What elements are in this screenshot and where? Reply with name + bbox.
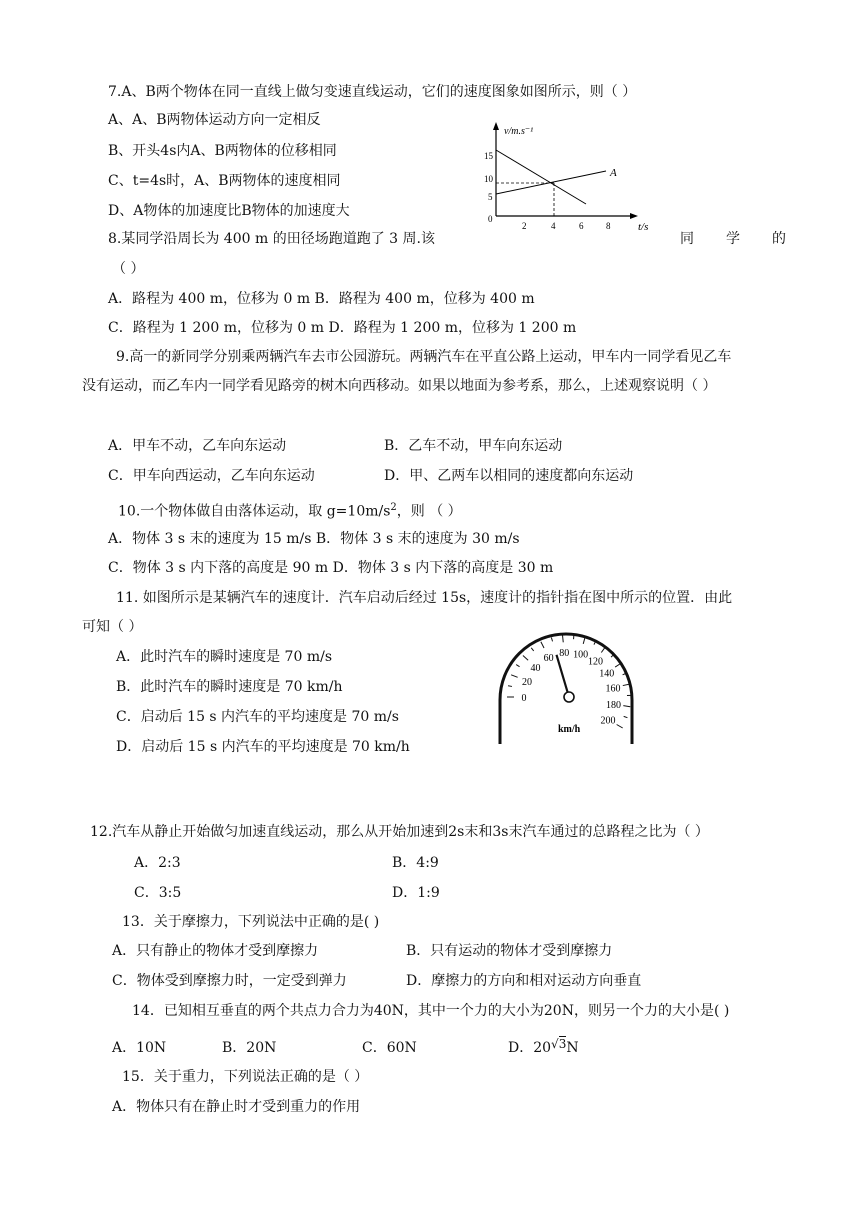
q10-stem-tail: ，则 （ ） xyxy=(396,503,462,520)
q7-option-b: B、开头4s内A、B两物体的位移相同 xyxy=(108,143,337,159)
q12-option-d: D．1:9 xyxy=(392,885,440,901)
q7-option-d: D、A物体的加速度比B物体的加速度大 xyxy=(108,203,350,219)
speedometer-label-180: 180 xyxy=(605,700,621,712)
speedometer-tick xyxy=(563,635,564,642)
q8-paren: （ ） xyxy=(112,261,145,277)
speedometer-label-40: 40 xyxy=(530,662,541,674)
q14-option-d-radicand: 3 xyxy=(558,1037,567,1051)
q13-option-c: C．物体受到摩擦力时，一定受到弹力 xyxy=(112,973,347,989)
speedometer-label-60: 60 xyxy=(543,652,554,664)
speedometer-tick xyxy=(541,642,544,648)
q14-option-c: C．60N xyxy=(362,1040,417,1056)
q13-option-b: B．只有运动的物体才受到摩擦力 xyxy=(406,943,613,959)
q14-option-d-label: D．20 xyxy=(508,1040,552,1056)
speedometer-tick xyxy=(551,638,552,642)
q9-option-d: D．甲、乙两车以相同的速度都向东运动 xyxy=(384,468,634,484)
q11-option-a: A．此时汽车的瞬时速度是 70 m/s xyxy=(116,649,333,665)
x-tick-8: 8 xyxy=(606,221,611,231)
q14-option-a: A．10N xyxy=(112,1040,167,1056)
q10-exponent: 2 xyxy=(390,502,397,513)
velocity-time-graph xyxy=(466,116,676,238)
y-tick-10: 10 xyxy=(484,174,493,184)
q13-option-a: A．只有静止的物体才受到摩擦力 xyxy=(112,943,319,959)
q13-option-d: D．摩擦力的方向和相对运动方向垂直 xyxy=(406,973,642,989)
speedometer-label-140: 140 xyxy=(599,668,615,680)
speedometer-label-80: 80 xyxy=(559,648,570,660)
speedometer-tick xyxy=(511,675,518,678)
speedometer-label-0: 0 xyxy=(521,693,527,704)
q7-option-c: C、t=4s时，A、B两物体的速度相同 xyxy=(108,173,341,189)
speedometer-label-120: 120 xyxy=(587,656,603,668)
speedometer-tick xyxy=(624,716,628,717)
q11-line-1: 11. 如图所示是某辆汽车的速度计．汽车启动后经过 15s，速度计的指针指在图中所示的位置．由此 xyxy=(116,590,733,606)
q10-stem-text: 10.一个物体做自由落体运动，取 g=10m/s xyxy=(118,503,391,520)
q12-option-b: B．4:9 xyxy=(392,855,439,871)
q7-stem: 7.A、B两个物体在同一直线上做匀变速直线运动，它们的速度图象如图所示，则（ ） xyxy=(108,84,637,100)
speedometer-label-20: 20 xyxy=(521,676,532,688)
q11-option-b: B．此时汽车的瞬时速度是 70 km/h xyxy=(116,679,343,695)
q9-line-1: 9.高一的新同学分别乘两辆汽车去市公园游玩。两辆汽车在平直公路上运动，甲车内一同学看见乙车 xyxy=(116,349,732,365)
speedometer-labels xyxy=(522,648,621,726)
q9-option-c: C．甲车向西运动，乙车向东运动 xyxy=(108,468,315,484)
speedometer-tick xyxy=(601,647,605,653)
q15-option-a: A．物体只有在静止时才受到重力的作用 xyxy=(112,1099,361,1115)
speedometer-label-160: 160 xyxy=(605,683,621,695)
q10-stem xyxy=(118,498,462,522)
speedometer-unit: km/h xyxy=(558,724,581,735)
speedometer-tick xyxy=(523,656,528,661)
t-axis-label: t/s xyxy=(638,221,649,233)
y-tick-15: 15 xyxy=(484,151,493,161)
q12-option-c: C．3:5 xyxy=(134,885,182,901)
q8-stem-left: 8.某同学沿周长为 400 m 的田径场跑道跑了 3 周.该 xyxy=(108,231,435,247)
q11-line-2: 可知（ ） xyxy=(82,619,143,635)
line-a-label: A xyxy=(610,167,617,179)
q10-options-ab: A．物体 3 s 末的速度为 15 m/s B．物体 3 s 末的速度为 30 m/s xyxy=(108,531,520,547)
x-tick-6: 6 xyxy=(579,221,584,231)
q15-stem: 15．关于重力，下列说法正确的是（ ） xyxy=(122,1069,369,1085)
speedometer-tick xyxy=(615,663,621,667)
speedometer-label-200: 200 xyxy=(600,715,616,727)
speedometer-label-100: 100 xyxy=(573,649,589,661)
x-tick-2: 2 xyxy=(522,221,527,231)
q9-option-a: A．甲车不动，乙车向东运动 xyxy=(108,438,287,454)
q12-option-a: A．2:3 xyxy=(134,855,181,871)
v-axis-label: v/m.s⁻¹ xyxy=(504,126,534,137)
x-tick-4: 4 xyxy=(551,221,556,231)
q8-options-ab: A．路程为 400 m，位移为 0 m B．路程为 400 m，位移为 400 m xyxy=(108,291,535,307)
speedometer xyxy=(492,622,640,750)
q14-option-d xyxy=(508,1038,579,1058)
speedometer-tick xyxy=(516,665,519,667)
speedometer-tick xyxy=(617,725,623,729)
q14-option-d-unit: N xyxy=(566,1040,579,1056)
q14-stem: 14．已知相互垂直的两个共点力合力为40N，其中一个力的大小为20N，则另一个力的大小是( ) xyxy=(132,1003,730,1019)
t-axis-arrow xyxy=(630,213,638,219)
speedometer-tick xyxy=(623,684,630,685)
speedometer-tick xyxy=(508,686,512,687)
speedometer-hub xyxy=(564,692,574,702)
q7-option-a: A、A、B两物体运动方向一定相反 xyxy=(108,112,321,128)
sqrt-icon: √ xyxy=(551,1037,559,1051)
q8-options-cd: C．路程为 1 200 m，位移为 0 m D．路程为 1 200 m，位移为 1 200 m xyxy=(108,320,577,336)
q10-options-cd: C．物体 3 s 内下落的高度是 90 m D．物体 3 s 内下落的高度是 30 m xyxy=(108,560,554,576)
q11-option-c: C．启动后 15 s 内汽车的平均速度是 70 m/s xyxy=(116,709,399,725)
line-b xyxy=(496,150,586,204)
q8-stem-char-1: 同 xyxy=(680,231,694,247)
q8-stem-char-2: 学 xyxy=(726,231,740,247)
line-a xyxy=(496,171,606,194)
v-axis-arrow xyxy=(493,122,499,130)
q12-stem: 12.汽车从静止开始做匀加速直线运动，那么从开始加速到2s末和3s末汽车通过的总路程之比为（ ） xyxy=(90,824,709,840)
speedometer-tick xyxy=(531,648,533,651)
y-tick-0: 0 xyxy=(488,214,493,224)
speedometer-tick xyxy=(623,706,630,707)
speedometer-needle xyxy=(557,655,569,697)
y-tick-5: 5 xyxy=(488,192,493,202)
q8-stem-right xyxy=(680,229,786,249)
speedometer-tick xyxy=(583,637,585,644)
q13-stem: 13．关于摩擦力，下列说法中正确的是( ) xyxy=(122,914,380,930)
q9-option-b: B．乙车不动，甲车向东运动 xyxy=(384,438,563,454)
q11-option-d: D．启动后 15 s 内汽车的平均速度是 70 km/h xyxy=(116,739,410,755)
q9-line-2: 没有运动，而乙车内一同学看见路旁的树木向西移动。如果以地面为参考系，那么，上述观察说明（ ） xyxy=(82,378,717,394)
q14-option-b: B．20N xyxy=(222,1040,277,1056)
q8-stem-char-3: 的 xyxy=(772,231,786,247)
